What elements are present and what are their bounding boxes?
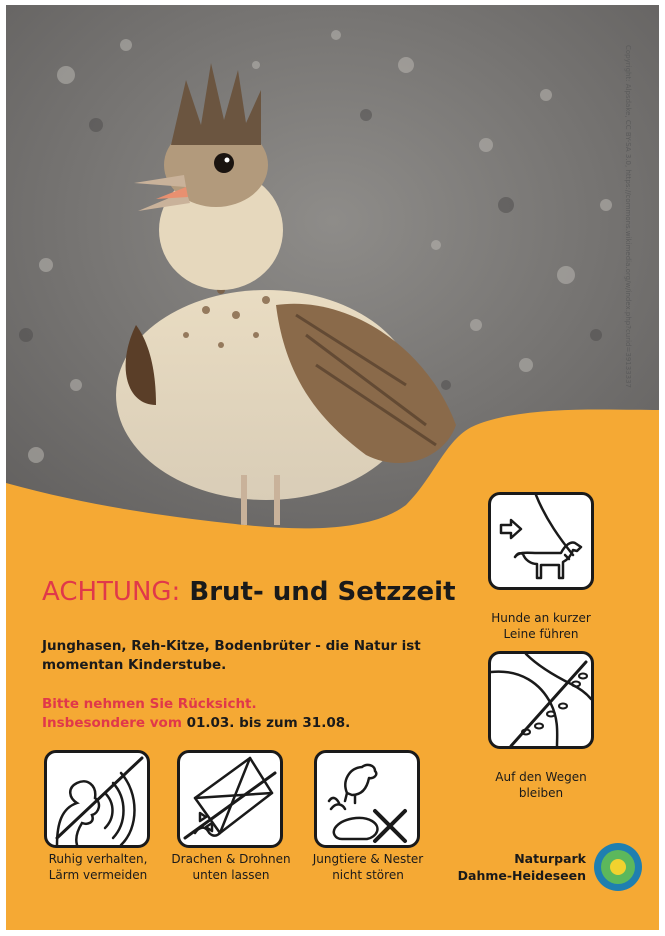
quiet-icon bbox=[44, 750, 150, 848]
headline-text: Brut- und Setzzeit bbox=[189, 577, 456, 607]
young-animals-nest-icon bbox=[314, 750, 420, 848]
rule-nest-line1: Jungtiere & Nester bbox=[312, 852, 424, 866]
rule-kite-caption bbox=[166, 851, 296, 883]
rule-quiet-line2: Lärm vermeiden bbox=[48, 868, 148, 882]
rule-quiet-line1: Ruhig verhalten, bbox=[48, 852, 148, 866]
stay-on-path-icon bbox=[488, 651, 594, 749]
photo-copyright: Copyright: Alpsdake, CC BY-SA 3.0, https://commons.wikimedia.org/w/index.php?curid=39133337 bbox=[624, 45, 632, 388]
naturpark-logo-icon bbox=[592, 841, 644, 893]
headline-prefix: ACHTUNG: bbox=[42, 577, 181, 607]
rule-dog-caption bbox=[476, 610, 606, 642]
rule-path-line1: Auf den Wegen bbox=[495, 770, 587, 784]
intro-text: Junghasen, Reh-Kitze, Bodenbrüter - die Natur ist momentan Kinderstube. bbox=[42, 638, 421, 673]
poster bbox=[6, 5, 659, 930]
notice-prefix: Insbesondere vom bbox=[42, 715, 182, 731]
rule-nest-line2: nicht stören bbox=[332, 868, 404, 882]
rule-dog-line1: Hunde an kurzer bbox=[491, 611, 591, 625]
rule-dog-line2: Leine führen bbox=[503, 627, 579, 641]
dog-on-leash-icon bbox=[488, 492, 594, 590]
brand-line2: Dahme-Heideseen bbox=[457, 868, 586, 883]
date-from: 01.03. bbox=[186, 715, 235, 731]
brand-line1: Naturpark bbox=[514, 851, 586, 866]
rule-kite-line2: unten lassen bbox=[192, 868, 270, 882]
crested-lark-photo bbox=[6, 5, 659, 545]
headline bbox=[42, 577, 456, 607]
rule-path-line2: bleiben bbox=[518, 786, 564, 800]
notice-text bbox=[42, 695, 472, 733]
rule-nest-caption bbox=[303, 851, 433, 883]
notice-line1: Bitte nehmen Sie Rücksicht. bbox=[42, 696, 257, 712]
notice-connector: bis zum bbox=[239, 715, 298, 731]
rule-path-caption bbox=[476, 769, 606, 801]
rule-quiet-caption bbox=[33, 851, 163, 883]
rule-kite-line1: Drachen & Drohnen bbox=[171, 852, 291, 866]
kite-drone-icon bbox=[177, 750, 283, 848]
naturpark-brand bbox=[426, 850, 586, 884]
date-to: 31.08. bbox=[302, 715, 351, 731]
